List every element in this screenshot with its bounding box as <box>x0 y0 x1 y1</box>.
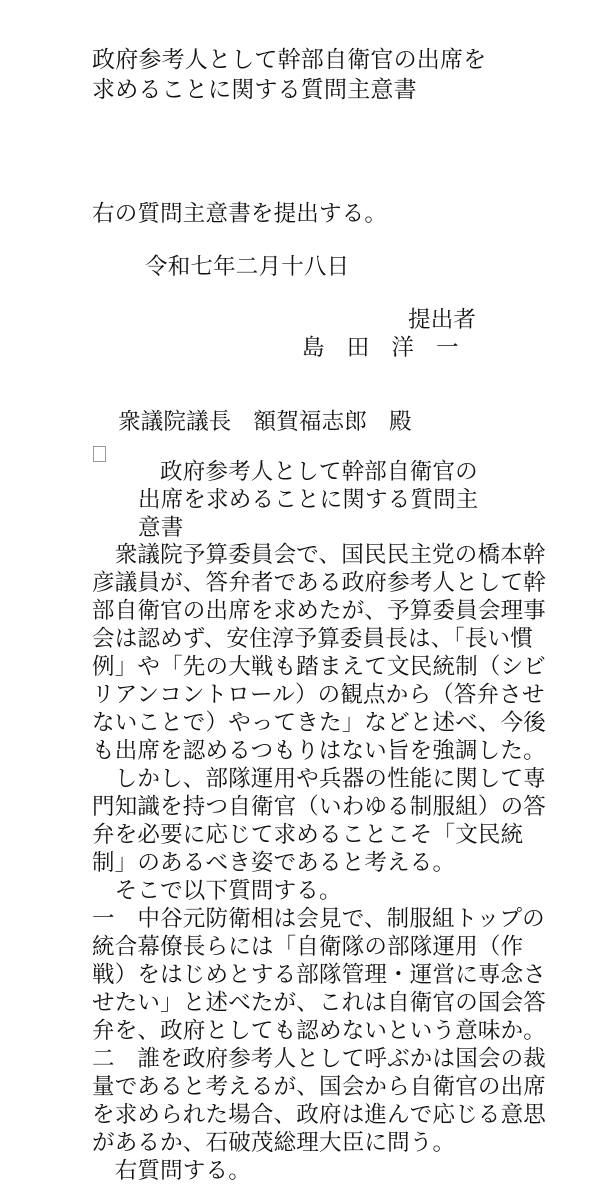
body-title-line-1: 政府参考人として幹部自衛官の <box>160 459 478 485</box>
addressee-honorific: 殿 <box>389 409 412 435</box>
body-line: しかし、部隊運用や兵器の性能に関して専 <box>92 766 547 792</box>
body-line: せたい」と述べたが、これは自衛官の国会答 <box>92 990 547 1016</box>
body-line: も出席を認めるつもりはない旨を強調した。 <box>92 738 546 764</box>
body-line: があるか、石破茂総理大臣に問う。 <box>92 1130 456 1156</box>
submitter-name-char: 一 <box>436 335 459 361</box>
body-line: 会は認めず、安住淳予算委員長は、「長い慣 <box>92 626 533 652</box>
body-line: 門知識を持つ自衛官（いわゆる制服組）の答 <box>92 794 547 820</box>
body-line: 衆議院予算委員会で、国民民主党の橋本幹 <box>92 542 546 568</box>
body-line: 二 誰を政府参考人として呼ぶかは国会の裁 <box>92 1046 547 1072</box>
body-line: 制」のあるべき姿であると考える。 <box>92 850 456 876</box>
submitter-name-char: 洋 <box>391 335 415 361</box>
body-line: を求められた場合、政府は進んで応じる意思 <box>92 1102 547 1128</box>
body-line: 部自衛官の出席を求めたが、予算委員会理事 <box>92 598 547 624</box>
submission-statement: 右の質問主意書を提出する。 <box>92 201 388 227</box>
addressee-title: 衆議院議長 <box>118 409 232 435</box>
body-line: 弁を、政府としても認めないという意味か。 <box>92 1018 547 1044</box>
body-line: リアンコントロール）の観点から（答弁させ <box>92 682 545 708</box>
body-line: 右質問する。 <box>92 1158 251 1184</box>
body-line: そこで以下質問する。 <box>92 878 342 904</box>
body-line: 統合幕僚長らには「自衛隊の部隊運用（作 <box>92 934 524 960</box>
addressee-name: 額賀福志郎 <box>253 409 368 435</box>
body-line: 弁を必要に応じて求めることこそ「文民統 <box>92 822 524 848</box>
body-line: 彦議員が、答弁者である政府参考人として幹 <box>92 570 547 596</box>
body-line: ないことで）やってきた」などと述べ、今後 <box>92 710 547 736</box>
submitter-name-char: 島 <box>302 335 325 361</box>
body-line: 戦）をはじめとする部隊管理・運営に専念さ <box>92 962 547 988</box>
document-title-line-2: 求めることに関する質問主意書 <box>92 77 417 103</box>
body-line: 量であると考えるが、国会から自衛官の出席 <box>92 1074 547 1100</box>
addressee <box>118 408 412 436</box>
document-title-line-1: 政府参考人として幹部自衛官の出席を <box>92 47 487 73</box>
placeholder-box-glyph <box>93 446 106 462</box>
submitter-label: 提出者 <box>408 307 477 333</box>
submission-date: 令和七年二月十八日 <box>145 254 350 280</box>
body-line: 一 中谷元防衛相は会見で、制服組トップの <box>92 906 545 932</box>
body-title-line-3: 意書 <box>138 515 184 541</box>
submitter-name <box>302 334 459 362</box>
body-line: 例」や「先の大戦も踏まえて文民統制（シビ <box>92 654 547 680</box>
body-title-line-2: 出席を求めることに関する質問主 <box>138 487 479 513</box>
submitter-name-char: 田 <box>346 335 370 361</box>
